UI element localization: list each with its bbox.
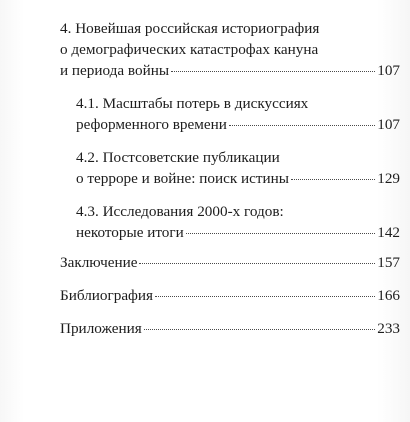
- dot-leader: [186, 233, 375, 234]
- dot-leader: [144, 329, 375, 330]
- toc-entry-section-4-2: [60, 147, 400, 189]
- toc-entry-section-4-1: [60, 93, 400, 135]
- toc-entry-section-4-3: [60, 201, 400, 243]
- toc-entry-title-line: Приложения: [60, 320, 142, 337]
- toc-entry-title-line: о демографических катастрофах кануна: [60, 41, 319, 58]
- toc-entry-title-line: некоторые итоги: [76, 224, 184, 241]
- toc-page-number: 129: [377, 170, 400, 187]
- toc-entry-title-line: Библиография: [60, 287, 154, 304]
- toc-entry-chapter-4: [60, 18, 400, 81]
- toc-page-number: 233: [377, 320, 400, 337]
- toc-entry-title-line: 4.2. Постсоветские публикации: [76, 149, 280, 166]
- toc-page-number: 142: [377, 224, 400, 241]
- toc-page-number: 107: [377, 62, 400, 79]
- dot-leader: [229, 125, 375, 126]
- toc-entry-bibliography: [60, 285, 400, 306]
- toc-entry-conclusion: [60, 252, 400, 273]
- toc-entry-title-line: о терроре и войне: поиск истины: [76, 170, 290, 187]
- dot-leader: [171, 71, 375, 72]
- toc-page-number: 157: [377, 254, 400, 271]
- table-of-contents: [60, 18, 400, 339]
- toc-page-number: 166: [377, 287, 400, 304]
- dot-leader: [291, 179, 375, 180]
- toc-entry-appendices: [60, 318, 400, 339]
- toc-entry-title-line: 4. Новейшая российская историография: [60, 20, 320, 37]
- toc-entry-title-line: Заключение: [60, 254, 138, 271]
- toc-entry-title-line: и периода войны: [60, 62, 170, 79]
- dot-leader: [139, 263, 375, 264]
- dot-leader: [155, 296, 375, 297]
- toc-entry-title-line: 4.3. Исследования 2000-х годов:: [76, 203, 284, 220]
- toc-entry-title-line: реформенного времени: [76, 116, 227, 133]
- toc-entry-title-line: 4.1. Масштабы потерь в дискуссиях: [76, 95, 309, 112]
- toc-page-number: 107: [377, 116, 400, 133]
